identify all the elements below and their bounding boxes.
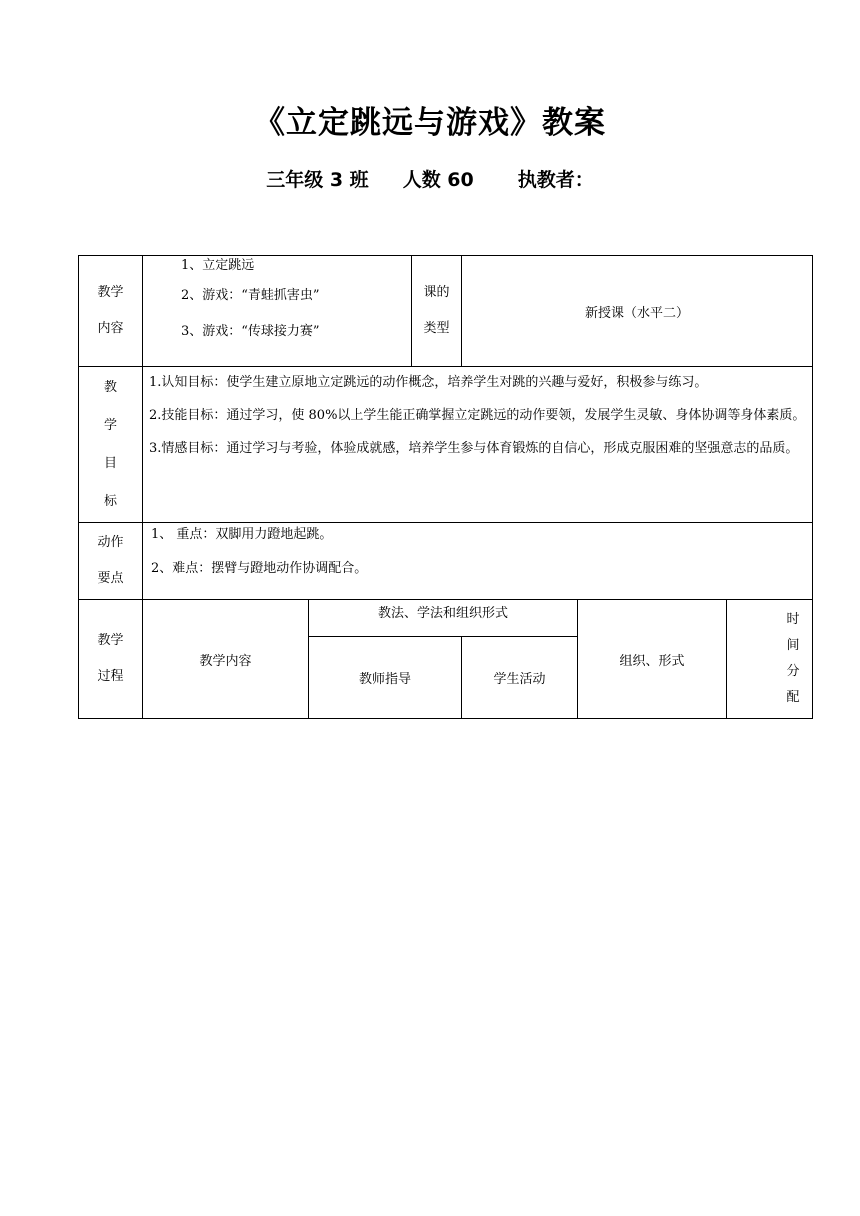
- teacher-label: 执教者：: [517, 169, 594, 191]
- content-row: [79, 256, 813, 367]
- goal-item: 2.技能目标：通过学习，使 80%以上学生能正确掌握立定跳远的动作要领，发展学生灵敏、身体协调等身体素质。: [149, 408, 806, 423]
- goals-label-cell: 教 学 目 标: [79, 367, 143, 523]
- goals-row: [79, 367, 813, 523]
- content-label-cell: 教学 内容: [79, 256, 143, 367]
- content-item: 2、游戏：“青蛙抓害虫”: [181, 288, 320, 303]
- lesson-plan-table: [78, 255, 813, 719]
- document-subtitle: [0, 166, 860, 194]
- methods-header: 教法、学法和组织形式: [309, 600, 578, 637]
- class-info: 三年级 3 班: [266, 169, 369, 191]
- teacher-guidance-header: 教师指导: [309, 637, 462, 719]
- lesson-type-cell: 新授课（水平二）: [462, 256, 813, 367]
- process-label-cell: 教学 过程: [79, 600, 143, 719]
- key-points-label-cell: 动作 要点: [79, 523, 143, 600]
- content-item: 1、立定跳远: [181, 258, 255, 273]
- key-point-item: 1、 重点：双脚用力蹬地起跳。: [151, 527, 333, 542]
- headcount: 人数 60: [402, 169, 474, 191]
- key-points-cell: [143, 523, 813, 600]
- process-content-header: 教学内容: [143, 600, 309, 719]
- goal-item: 3.情感目标：通过学习与考验，体验成就感，培养学生参与体育锻炼的自信心，形成克服困难的坚强意志的品质。: [149, 441, 799, 456]
- key-point-item: 2、难点：摆臂与蹬地动作协调配合。: [151, 561, 368, 576]
- goals-cell: [143, 367, 813, 523]
- content-items-cell: [143, 256, 412, 367]
- key-points-row: [79, 523, 813, 600]
- process-row-top: [79, 600, 813, 637]
- document-title: 《立定跳远与游戏》教案: [254, 105, 606, 141]
- organization-header: 组织、形式: [578, 600, 727, 719]
- content-item: 3、游戏：“传球接力赛”: [181, 324, 320, 339]
- student-activity-header: 学生活动: [462, 637, 578, 719]
- type-label-cell: 课的 类型: [412, 256, 462, 367]
- time-allocation-cell: 时 间 分 配: [727, 600, 813, 719]
- goal-item: 1.认知目标：使学生建立原地立定跳远的动作概念，培养学生对跳的兴趣与爱好，积极参与练习。: [149, 375, 708, 390]
